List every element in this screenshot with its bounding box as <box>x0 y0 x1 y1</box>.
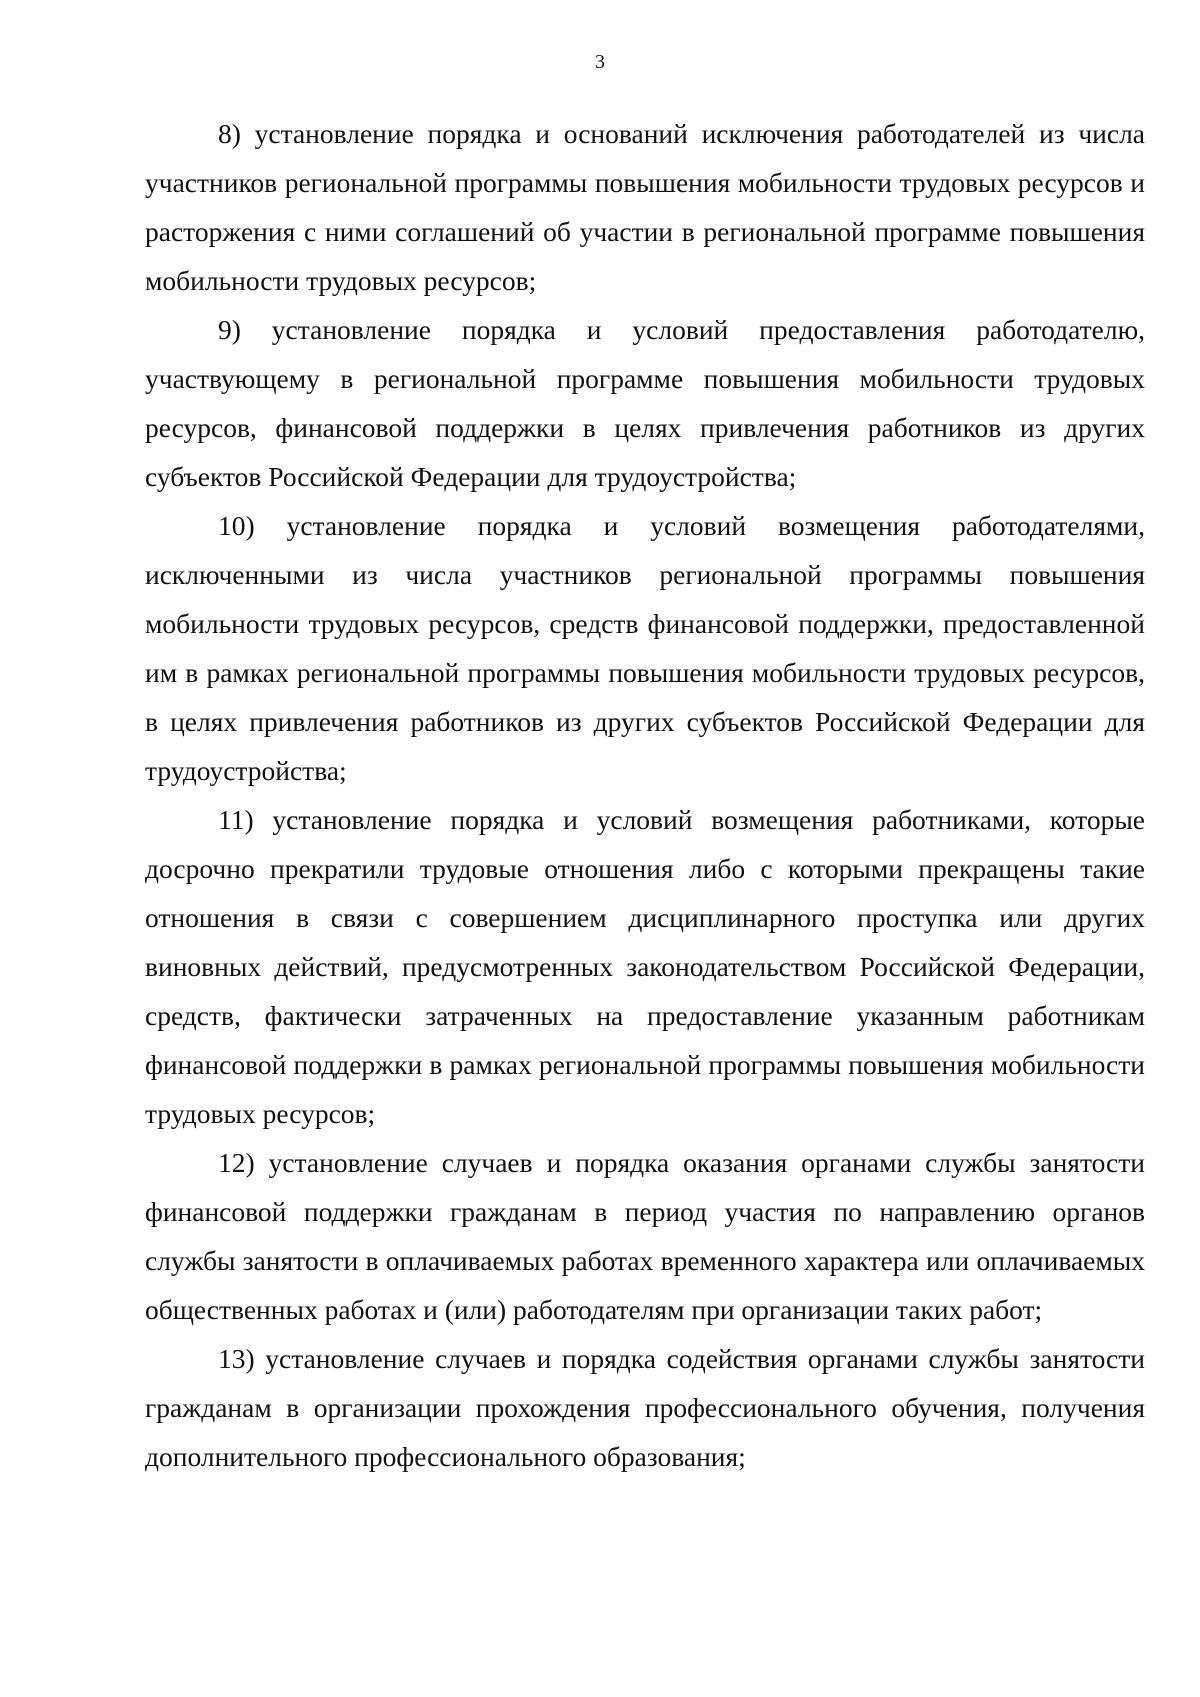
clause-10: 10) установление порядка и условий возмещения работодателями, исключенными из числа участников региональной программы повышения мобильности трудовых ресурсов, средств финансовой поддержки, предоставленной им в рамках региональной программы повышения мобильности трудовых ресурсов, в целях привлечения работников из других субъектов Российской Федерации для трудоустройства; <box>145 510 1145 786</box>
clause-12: 12) установление случаев и порядка оказания органами службы занятости финансовой поддержки гражданам в период участия по направлению органов службы занятости в оплачиваемых работах временного характера или оплачиваемых общественных работах и (или) работодателям при организации таких работ; <box>145 1147 1145 1325</box>
page-number: 3 <box>595 51 605 73</box>
clause-8: 8) установление порядка и оснований исключения работодателей из числа участников региональной программы повышения мобильности трудовых ресурсов и расторжения с ними соглашений об участии в региональной программе повышения мобильности трудовых ресурсов; <box>145 118 1145 296</box>
clause-11: 11) установление порядка и условий возмещения работниками, которые досрочно прекратили трудовые отношения либо с которыми прекращены такие отношения в связи с совершением дисциплинарного проступка или других виновных действий, предусмотренных законодательством Российской Федерации, средств, фактически затраченных на предоставление указанным работникам финансовой поддержки в рамках региональной программы повышения мобильности трудовых ресурсов; <box>145 804 1145 1129</box>
document-body <box>145 109 1145 1481</box>
clause-13: 13) установление случаев и порядка содействия органами службы занятости гражданам в организации прохождения профессионального обучения, получения дополнительного профессионального образования; <box>145 1343 1145 1472</box>
clause-9: 9) установление порядка и условий предоставления работодателю, участвующему в региональной программе повышения мобильности трудовых ресурсов, финансовой поддержки в целях привлечения работников из других субъектов Российской Федерации для трудоустройства; <box>145 314 1145 492</box>
